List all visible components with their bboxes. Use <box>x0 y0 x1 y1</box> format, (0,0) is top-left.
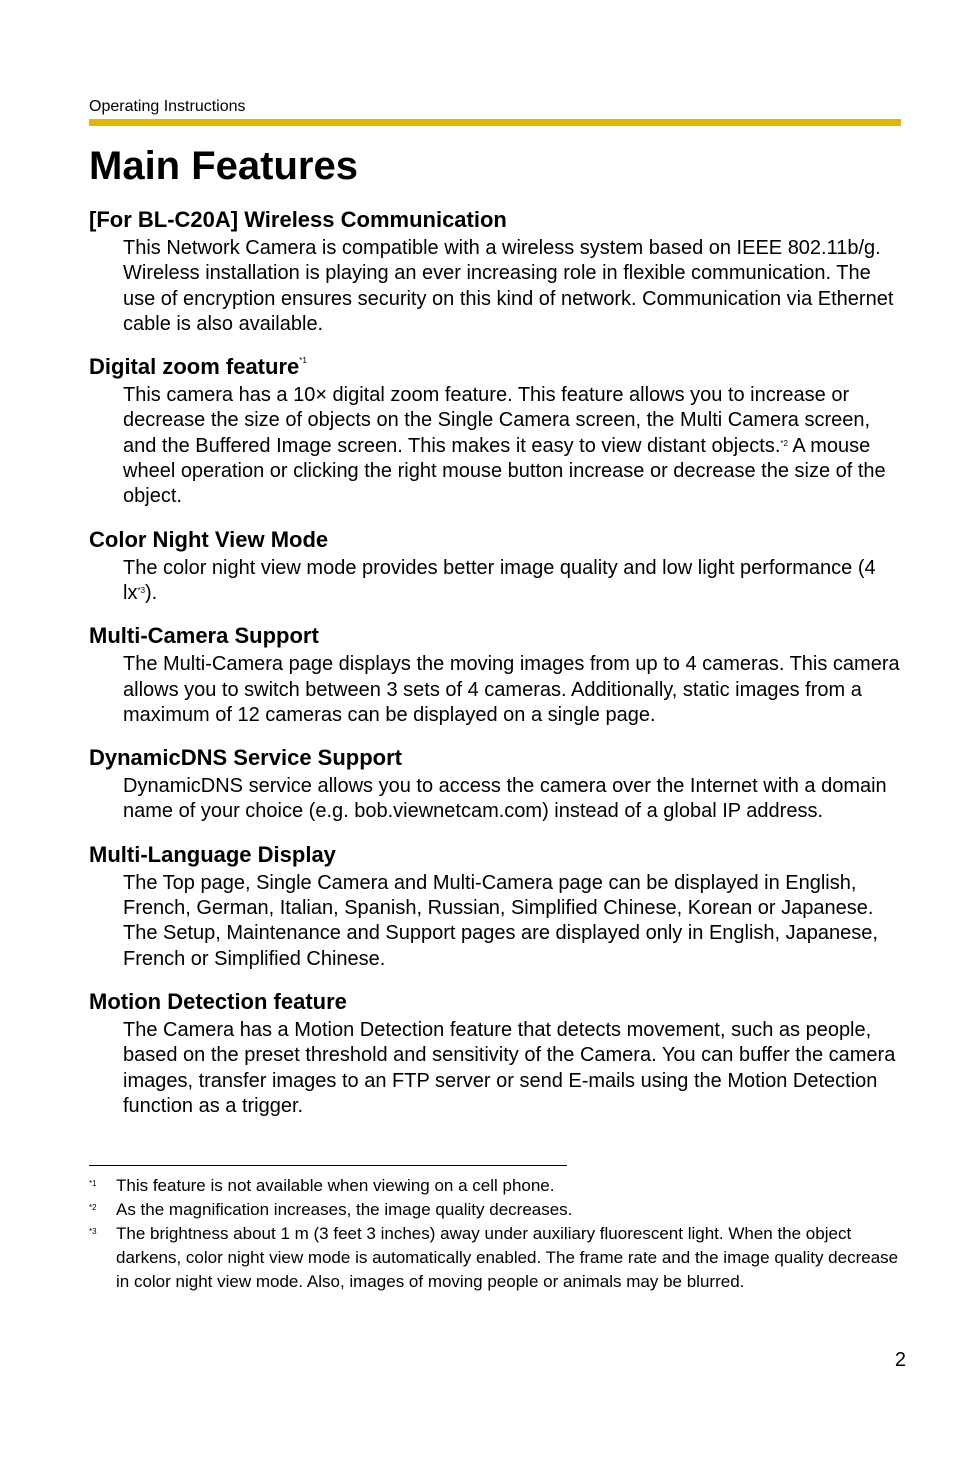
heading-text: Digital zoom feature <box>89 354 300 380</box>
section-multi-camera <box>89 620 901 728</box>
section-heading: Multi-Camera Support <box>89 623 319 649</box>
section-body: The Top page, Single Camera and Multi-Camera page can be displayed in English, French, German, Italian, Spanish, Russian, Simplified Chinese, Korean or Japanese. The Setup, Maintenance and Support pages are displayed only in English, Japanese, French or Simplified Chinese. <box>123 871 878 970</box>
footnote-mark: *1 <box>89 1179 97 1188</box>
section-dynamicdns <box>89 742 901 825</box>
page-number: 2 <box>894 1349 906 1371</box>
footnotes <box>89 1174 901 1294</box>
footnote-divider <box>89 1165 567 1166</box>
body-text: The color night view mode provides better image quality and low light performance (4 lx <box>123 556 876 604</box>
section-heading: Motion Detection feature <box>89 988 347 1014</box>
section-heading <box>89 351 901 383</box>
section-digital-zoom <box>89 351 901 509</box>
section-motion-detection <box>89 986 901 1119</box>
section-body: The Camera has a Motion Detection feature that detects movement, such as people, based on the preset threshold and sensitivity of the Camera. You can buffer the camera images, transfer images to an FTP server or send E-mails using the Motion Detection function as a trigger. <box>123 1018 896 1117</box>
page-title: Main Features <box>89 144 358 188</box>
section-body: DynamicDNS service allows you to access the camera over the Internet with a domain name of your choice (e.g. bob.viewnetcam.com) instead of a global IP address. <box>123 775 887 823</box>
section-heading: Color Night View Mode <box>89 526 329 552</box>
section-body <box>89 556 901 607</box>
section-body: The Multi-Camera page displays the moving images from up to 4 cameras. This camera allows you to switch between 3 sets of 4 cameras. Additionally, static images from a maximum of 12 cameras can be displayed on a single page. <box>123 653 900 726</box>
footnote-ref: *2 <box>780 438 788 448</box>
main-content <box>89 204 901 1133</box>
section-heading: DynamicDNS Service Support <box>89 745 402 771</box>
body-text: This camera has a 10× digital zoom feature. This feature allows you to increase or decrease the size of objects on the Single Camera screen, the Multi Camera screen, and the Buffered Image screen. This makes it easy to view distant objects. <box>123 384 871 457</box>
body-text: ). <box>145 581 158 604</box>
footnote-item <box>89 1222 901 1294</box>
section-color-night-view <box>89 524 901 607</box>
footnote-text: As the magnification increases, the image quality decreases. <box>116 1200 573 1219</box>
section-body: This Network Camera is compatible with a wireless system based on IEEE 802.11b/g. Wireless installation is playing an ever increasing role in flexible communication. The use of encryption ensures security on this kind of network. Communication via Ethernet cable is also available. <box>123 237 894 335</box>
section-wireless-communication <box>89 204 901 337</box>
section-body <box>89 383 901 509</box>
footnote-ref: *3 <box>137 585 146 595</box>
footnote-item <box>89 1174 901 1198</box>
section-multi-language <box>89 839 901 972</box>
footnote-text: This feature is not available when viewing on a cell phone. <box>116 1176 555 1195</box>
footnote-mark: *2 <box>89 1203 97 1212</box>
body-text: A mouse wheel operation or clicking the right mouse button increase or decrease the size of the object. <box>123 434 886 508</box>
footnote-item <box>89 1198 901 1222</box>
running-header: Operating Instructions <box>89 98 246 115</box>
footnote-ref: *1 <box>299 356 307 366</box>
header-rule <box>89 119 901 126</box>
section-heading: Multi-Language Display <box>89 841 336 867</box>
footnote-mark: *3 <box>89 1227 97 1236</box>
footnote-text: The brightness about 1 m (3 feet 3 inches) away under auxiliary fluorescent light. When the object darkens, color night view mode is automatically enabled. The frame rate and the image quality decrease in color night view mode. Also, images of moving people or animals may be blurred. <box>116 1224 899 1291</box>
section-heading: [For BL-C20A] Wireless Communication <box>89 207 507 232</box>
